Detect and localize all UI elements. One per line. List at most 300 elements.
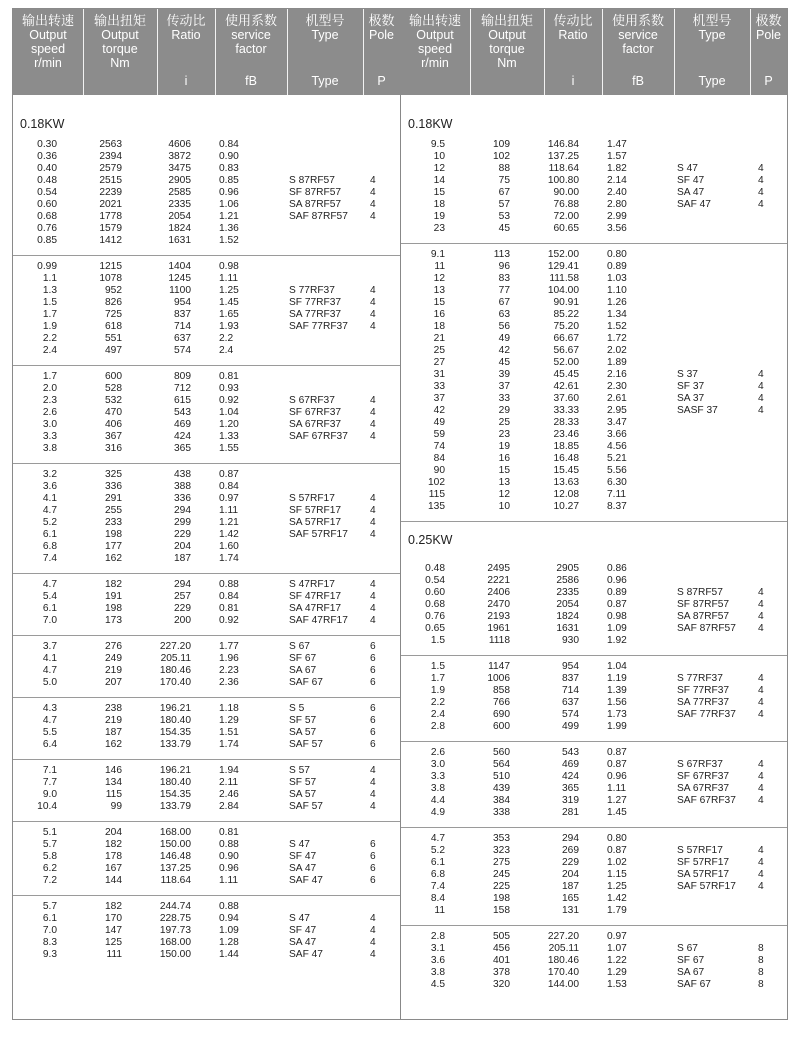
factor-cell: 2.23	[219, 665, 239, 676]
header-en1: Type	[698, 28, 726, 42]
pole-cell: 4	[370, 211, 376, 222]
ratio-cell: 118.64	[548, 163, 579, 174]
ratio-cell: 543	[562, 747, 579, 758]
type-cell: SA 57	[289, 727, 317, 738]
type-row	[401, 783, 787, 795]
table-row	[13, 151, 400, 163]
speed-cell: 7.4	[42, 553, 57, 564]
ratio-cell: 954	[174, 297, 191, 308]
header-separator	[215, 9, 216, 95]
torque-cell: 245	[493, 869, 510, 880]
table-row	[13, 371, 400, 383]
ratio-cell: 144.00	[547, 979, 579, 990]
ratio-cell: 150.00	[159, 949, 191, 960]
pole-cell: 4	[758, 405, 764, 416]
type-row	[401, 685, 787, 697]
speed-cell: 19	[433, 211, 445, 222]
table-row	[401, 151, 787, 163]
table-row	[401, 477, 787, 489]
ratio-cell: 205.11	[160, 653, 191, 664]
header-cell	[674, 9, 750, 95]
speed-cell: 6.1	[42, 603, 57, 614]
factor-cell: 1.29	[607, 967, 627, 978]
speed-cell: 5.2	[430, 845, 445, 856]
table-row	[401, 441, 787, 453]
header-zh: 输出转速	[21, 13, 74, 28]
factor-cell: 1.44	[219, 949, 239, 960]
type-row	[13, 789, 400, 801]
ratio-cell: 229	[562, 857, 579, 868]
speed-cell: 49	[433, 417, 445, 428]
type-cell: SF 47RF17	[289, 591, 342, 602]
factor-cell: 0.92	[219, 395, 239, 406]
torque-cell: 826	[105, 297, 122, 308]
factor-cell: 0.98	[219, 261, 239, 272]
header-zh: 传动比	[553, 13, 593, 28]
type-row	[401, 709, 787, 721]
speed-cell: 1.3	[42, 285, 57, 296]
type-row	[13, 665, 400, 677]
header-en2: factor	[235, 42, 267, 56]
block-rule	[401, 655, 787, 656]
header-separator	[544, 9, 545, 95]
ratio-cell: 714	[562, 685, 579, 696]
type-cell: SAF 47	[289, 949, 323, 960]
type-cell: SAF 67	[677, 979, 711, 990]
torque-cell: 15	[498, 465, 510, 476]
pole-cell: 4	[370, 431, 376, 442]
pole-cell: 4	[370, 603, 376, 614]
pole-cell: 6	[370, 863, 376, 874]
factor-cell: 1.22	[607, 955, 627, 966]
ratio-cell: 336	[174, 493, 191, 504]
factor-cell: 0.87	[607, 599, 627, 610]
torque-cell: 439	[493, 783, 510, 794]
factor-cell: 1.42	[219, 529, 239, 540]
ratio-cell: 85.22	[553, 309, 579, 320]
factor-cell: 1.99	[607, 721, 627, 732]
type-row	[401, 175, 787, 187]
ratio-cell: 294	[174, 579, 191, 590]
speed-cell: 8.4	[430, 893, 445, 904]
pole-cell: 4	[370, 285, 376, 296]
torque-cell: 198	[493, 893, 510, 904]
speed-cell: 3.7	[42, 641, 57, 652]
header-en1: Type	[311, 28, 339, 42]
ratio-cell: 930	[562, 635, 579, 646]
torque-cell: 564	[493, 759, 510, 770]
torque-cell: 57	[498, 199, 510, 210]
type-row	[13, 603, 400, 615]
pole-cell: 4	[758, 587, 764, 598]
torque-cell: 406	[105, 419, 122, 430]
type-row	[13, 715, 400, 727]
table-row	[401, 249, 787, 261]
table-row	[401, 273, 787, 285]
type-cell: SF 47	[677, 175, 705, 186]
header-cell	[400, 9, 470, 95]
type-row	[401, 599, 787, 611]
factor-cell: 1.57	[607, 151, 627, 162]
factor-cell: 0.87	[607, 845, 627, 856]
table-row	[401, 333, 787, 345]
speed-cell: 102	[428, 477, 445, 488]
ratio-cell: 170.40	[159, 677, 191, 688]
speed-cell: 4.7	[42, 505, 57, 516]
header-cell	[83, 9, 157, 95]
ratio-cell: 637	[174, 333, 191, 344]
speed-cell: 1.5	[430, 635, 445, 646]
torque-cell: 2021	[99, 199, 122, 210]
torque-cell: 325	[105, 469, 122, 480]
factor-cell: 1.52	[607, 321, 627, 332]
speed-cell: 3.8	[430, 967, 445, 978]
torque-cell: 162	[105, 739, 122, 750]
pole-cell: 4	[758, 673, 764, 684]
factor-cell: 1.09	[607, 623, 627, 634]
ratio-cell: 150.00	[159, 839, 191, 850]
type-row	[13, 493, 400, 505]
section-rule	[401, 521, 787, 522]
header-en2: torque	[102, 42, 138, 56]
type-row	[13, 395, 400, 407]
torque-cell: 219	[105, 665, 122, 676]
torque-cell: 182	[105, 579, 122, 590]
factor-cell: 1.25	[219, 285, 239, 296]
type-row	[401, 857, 787, 869]
header-en1: Output	[29, 28, 67, 42]
header-zh: 机型号	[305, 13, 345, 28]
type-cell: SAF 87RF57	[677, 623, 736, 634]
torque-cell: 600	[105, 371, 122, 382]
torque-cell: 1579	[99, 223, 122, 234]
table-row	[13, 553, 400, 565]
factor-cell: 1.06	[219, 199, 239, 210]
speed-cell: 3.0	[430, 759, 445, 770]
ratio-cell: 227.20	[159, 641, 191, 652]
type-cell: SAF 57RF17	[289, 529, 348, 540]
ratio-cell: 281	[562, 807, 579, 818]
torque-cell: 255	[105, 505, 122, 516]
speed-cell: 4.7	[42, 665, 57, 676]
torque-cell: 336	[105, 481, 122, 492]
header-en1: Ratio	[558, 28, 588, 42]
torque-cell: 99	[110, 801, 122, 812]
torque-cell: 2193	[487, 611, 510, 622]
ratio-cell: 299	[174, 517, 191, 528]
ratio-cell: 294	[174, 505, 191, 516]
pole-cell: 4	[758, 623, 764, 634]
factor-cell: 0.88	[219, 839, 239, 850]
ratio-cell: 118.64	[160, 875, 191, 886]
table-row	[401, 211, 787, 223]
speed-cell: 2.3	[42, 395, 57, 406]
type-row	[13, 517, 400, 529]
type-row	[13, 875, 400, 887]
type-cell: SF 47	[289, 851, 317, 862]
ratio-cell: 319	[562, 795, 579, 806]
header-separator	[287, 9, 288, 95]
type-cell: SF 67RF37	[289, 407, 342, 418]
factor-cell: 1.47	[607, 139, 627, 150]
type-cell: S 5	[289, 703, 305, 714]
factor-cell: 1.74	[219, 553, 239, 564]
type-row	[401, 955, 787, 967]
header-cell	[544, 9, 602, 95]
torque-cell: 551	[105, 333, 122, 344]
factor-cell: 1.20	[219, 419, 239, 430]
type-row	[401, 967, 787, 979]
factor-cell: 0.89	[607, 587, 627, 598]
pole-cell: 4	[370, 789, 376, 800]
type-cell: S 87RF57	[289, 175, 335, 186]
speed-cell: 5.7	[42, 901, 57, 912]
torque-cell: 45	[498, 223, 510, 234]
torque-cell: 1778	[99, 211, 122, 222]
header-en1: Pole	[368, 28, 395, 42]
factor-cell: 1.45	[219, 297, 239, 308]
type-cell: SA 47	[289, 937, 317, 948]
type-row	[401, 869, 787, 881]
header-cell	[215, 9, 287, 95]
ratio-cell: 180.40	[159, 715, 191, 726]
table-row	[13, 163, 400, 175]
factor-cell: 0.84	[219, 591, 239, 602]
table-row	[401, 501, 787, 513]
ratio-cell: 574	[174, 345, 191, 356]
torque-cell: 75	[498, 175, 510, 186]
ratio-cell: 2905	[556, 563, 579, 574]
block-rule	[13, 463, 400, 464]
type-row	[13, 199, 400, 211]
header-cell	[287, 9, 363, 95]
ratio-cell: 574	[562, 709, 579, 720]
pole-cell: 4	[758, 381, 764, 392]
type-row	[401, 393, 787, 405]
torque-cell: 2406	[487, 587, 510, 598]
header-en3: r/min	[421, 56, 449, 70]
type-cell: SA 47RF17	[289, 603, 342, 614]
speed-cell: 4.1	[42, 493, 57, 504]
speed-cell: 3.3	[430, 771, 445, 782]
factor-cell: 1.02	[607, 857, 627, 868]
speed-cell: 3.2	[42, 469, 57, 480]
speed-cell: 2.6	[430, 747, 445, 758]
header-en2: speed	[417, 42, 453, 56]
torque-cell: 37	[498, 381, 510, 392]
type-cell: S 67	[677, 943, 698, 954]
header-zh: 机型号	[692, 13, 732, 28]
type-cell: SA 67RF37	[677, 783, 730, 794]
pole-cell: 4	[370, 309, 376, 320]
factor-cell: 0.86	[607, 563, 627, 574]
torque-cell: 167	[105, 863, 122, 874]
factor-cell: 3.47	[607, 417, 627, 428]
ratio-cell: 165	[562, 893, 579, 904]
torque-cell: 56	[498, 321, 510, 332]
ratio-cell: 75.20	[553, 321, 579, 332]
speed-cell: 1.5	[42, 297, 57, 308]
pole-cell: 4	[758, 709, 764, 720]
speed-cell: 16	[433, 309, 445, 320]
speed-cell: 23	[433, 223, 445, 234]
type-cell: S 57RF17	[289, 493, 335, 504]
speed-cell: 15	[433, 187, 445, 198]
torque-cell: 1078	[99, 273, 122, 284]
speed-cell: 7.4	[430, 881, 445, 892]
header-symbol: P	[377, 74, 386, 88]
ratio-cell: 1631	[556, 623, 579, 634]
type-cell: SA 87RF57	[677, 611, 730, 622]
factor-cell: 0.92	[219, 615, 239, 626]
factor-cell: 1.25	[607, 881, 627, 892]
factor-cell: 1.11	[219, 273, 239, 284]
speed-cell: 6.8	[430, 869, 445, 880]
speed-cell: 0.60	[425, 587, 445, 598]
type-row	[401, 845, 787, 857]
torque-cell: 198	[105, 529, 122, 540]
type-cell: S 47	[677, 163, 698, 174]
pole-cell: 4	[758, 393, 764, 404]
pole-cell: 4	[758, 869, 764, 880]
torque-cell: 456	[493, 943, 510, 954]
ratio-cell: 137.25	[547, 151, 579, 162]
block-rule	[401, 925, 787, 926]
type-cell: SAF 67RF37	[289, 431, 348, 442]
header-symbol: i	[571, 74, 575, 88]
type-cell: SA 87RF57	[289, 199, 342, 210]
factor-cell: 2.61	[607, 393, 627, 404]
type-cell: SF 47	[289, 925, 317, 936]
ratio-cell: 154.35	[159, 727, 191, 738]
ratio-cell: 424	[562, 771, 579, 782]
type-cell: S 57RF17	[677, 845, 723, 856]
ratio-cell: 168.00	[159, 827, 191, 838]
torque-cell: 178	[105, 851, 122, 862]
ratio-cell: 76.88	[553, 199, 579, 210]
type-row	[13, 211, 400, 223]
speed-cell: 10.4	[37, 801, 57, 812]
factor-cell: 0.96	[219, 187, 239, 198]
speed-cell: 8.3	[42, 937, 57, 948]
type-cell: SASF 37	[677, 405, 718, 416]
ratio-cell: 204	[174, 541, 191, 552]
speed-cell: 4.9	[430, 807, 445, 818]
type-row	[13, 925, 400, 937]
table-row	[13, 481, 400, 493]
pole-cell: 4	[758, 771, 764, 782]
type-row	[401, 881, 787, 893]
ratio-cell: 104.00	[547, 285, 579, 296]
pole-cell: 6	[370, 677, 376, 688]
factor-cell: 0.80	[607, 833, 627, 844]
pole-cell: 4	[758, 783, 764, 794]
torque-cell: 618	[105, 321, 122, 332]
header-en1: Output	[101, 28, 139, 42]
block-rule	[13, 573, 400, 574]
torque-cell: 88	[498, 163, 510, 174]
header-separator	[157, 9, 158, 95]
header-en1: service	[618, 28, 658, 42]
header-zh: 输出扭矩	[93, 13, 146, 28]
torque-cell: 96	[498, 261, 510, 272]
speed-cell: 7.1	[42, 765, 57, 776]
factor-cell: 0.96	[607, 575, 627, 586]
torque-cell: 13	[498, 477, 510, 488]
speed-cell: 3.3	[42, 431, 57, 442]
factor-cell: 2.4	[219, 345, 234, 356]
speed-cell: 115	[428, 489, 445, 500]
speed-cell: 4.7	[42, 715, 57, 726]
pole-cell: 4	[370, 199, 376, 210]
type-cell: S 77RF37	[677, 673, 723, 684]
torque-cell: 316	[105, 443, 122, 454]
speed-cell: 6.2	[42, 863, 57, 874]
ratio-cell: 3475	[168, 163, 191, 174]
type-row	[13, 321, 400, 333]
torque-cell: 111	[106, 949, 122, 960]
torque-cell: 63	[498, 309, 510, 320]
type-row	[401, 381, 787, 393]
torque-cell: 10	[498, 501, 510, 512]
factor-cell: 1.27	[607, 795, 627, 806]
block-rule	[13, 365, 400, 366]
factor-cell: 1.34	[607, 309, 627, 320]
torque-cell: 83	[498, 273, 510, 284]
pole-cell: 4	[370, 937, 376, 948]
factor-cell: 1.55	[219, 443, 239, 454]
table-row	[13, 333, 400, 345]
speed-cell: 5.2	[42, 517, 57, 528]
type-row	[13, 529, 400, 541]
torque-cell: 23	[498, 429, 510, 440]
speed-cell: 2.4	[42, 345, 57, 356]
speed-cell: 6.1	[430, 857, 445, 868]
header-en2: factor	[622, 42, 654, 56]
ratio-cell: 1824	[556, 611, 579, 622]
factor-cell: 1.89	[607, 357, 627, 368]
pole-cell: 4	[758, 759, 764, 770]
speed-cell: 0.76	[425, 611, 445, 622]
torque-cell: 690	[493, 709, 510, 720]
torque-cell: 225	[493, 881, 510, 892]
torque-cell: 109	[493, 139, 510, 150]
factor-cell: 7.11	[607, 489, 627, 500]
block-rule	[13, 895, 400, 896]
speed-cell: 4.1	[42, 653, 57, 664]
torque-cell: 177	[105, 541, 122, 552]
speed-cell: 18	[433, 199, 445, 210]
type-cell: SF 87RF57	[677, 599, 730, 610]
speed-cell: 1.1	[42, 273, 57, 284]
table-header	[13, 9, 787, 95]
table-row	[401, 575, 787, 587]
torque-cell: 147	[105, 925, 122, 936]
torque-cell: 33	[498, 393, 510, 404]
torque-cell: 16	[498, 453, 510, 464]
type-row	[401, 759, 787, 771]
header-cell	[13, 9, 83, 95]
speed-cell: 6.4	[42, 739, 57, 750]
torque-cell: 2470	[487, 599, 510, 610]
type-cell: SAF 57	[289, 801, 323, 812]
torque-cell: 207	[105, 677, 122, 688]
header-zh: 极数	[755, 13, 782, 28]
factor-cell: 1.52	[219, 235, 239, 246]
speed-cell: 2.4	[430, 709, 445, 720]
pole-cell: 4	[370, 777, 376, 788]
factor-cell: 1.26	[607, 297, 627, 308]
